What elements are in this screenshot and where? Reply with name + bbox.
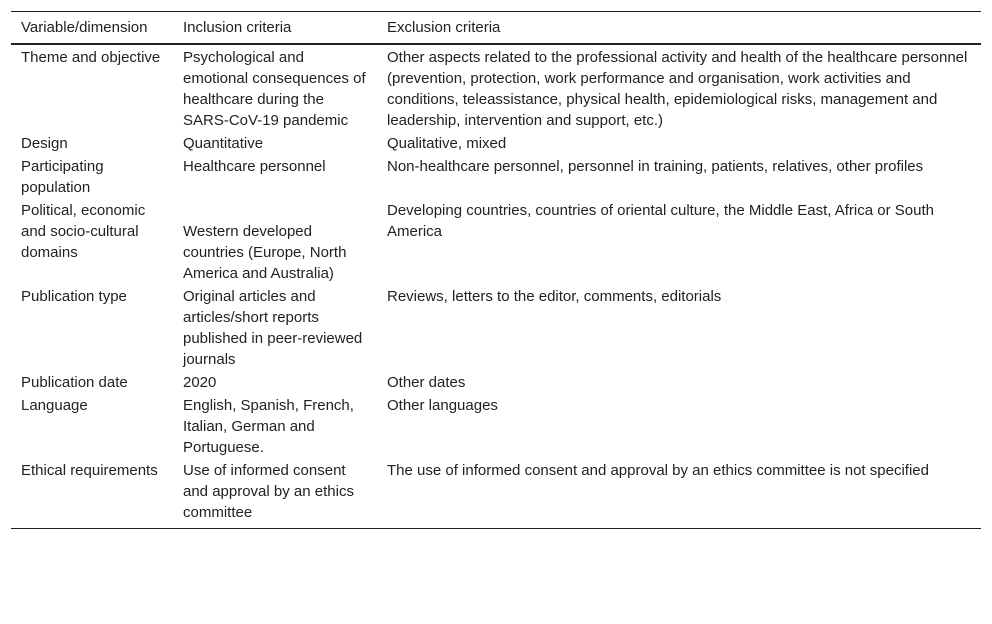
cell-inclusion: Use of informed consent and approval by an ethics committee <box>183 462 354 521</box>
table-row <box>11 155 981 199</box>
cell-variable: Ethical requirements <box>21 462 158 479</box>
cell-variable: Language <box>21 397 88 414</box>
header-row <box>11 12 981 45</box>
table-row <box>11 285 981 371</box>
cell-exclusion: Other aspects related to the professional activity and health of the healthcare personnel (prevention, protection, work performance and organisation, work activities and conditions, teleassistance, physical health, epidemiological risks, management and leadership, intervention and support, etc.) <box>387 49 968 129</box>
cell-exclusion: The use of informed consent and approval by an ethics committee is not specified <box>387 462 929 479</box>
criteria-table-container <box>11 11 981 529</box>
cell-variable: Design <box>21 135 68 152</box>
header-inclusion: Inclusion criteria <box>183 19 292 36</box>
cell-variable: Political, economic and socio-cultural domains <box>21 202 146 261</box>
cell-inclusion: Original articles and articles/short reports published in peer-reviewed journals <box>183 288 363 368</box>
cell-inclusion: Psychological and emotional consequences of healthcare during the SARS-CoV-19 pandemic <box>183 49 366 129</box>
cell-inclusion: Quantitative <box>183 135 264 152</box>
header-exclusion: Exclusion criteria <box>387 19 501 36</box>
table-row <box>11 132 981 155</box>
table-row <box>11 459 981 529</box>
cell-exclusion: Reviews, letters to the editor, comments, editorials <box>387 288 722 305</box>
criteria-table <box>11 11 981 529</box>
cell-variable: Theme and objective <box>21 49 161 66</box>
cell-inclusion: English, Spanish, French, Italian, German and Portuguese. <box>183 397 354 456</box>
cell-inclusion: Healthcare personnel <box>183 158 326 175</box>
cell-exclusion: Non-healthcare personnel, personnel in training, patients, relatives, other profiles <box>387 158 924 175</box>
table-row <box>11 44 981 132</box>
cell-exclusion: Other dates <box>387 374 466 391</box>
table-row <box>11 199 981 285</box>
table-body <box>11 44 981 529</box>
table-header <box>11 12 981 45</box>
cell-inclusion-text: Western developed countries (Europe, North America and Australia) <box>183 223 347 282</box>
cell-exclusion: Developing countries, countries of oriental culture, the Middle East, Africa or South America <box>387 202 934 240</box>
cell-inclusion: 2020 <box>183 374 217 391</box>
cell-variable: Participating population <box>21 158 104 196</box>
header-variable: Variable/dimension <box>21 19 148 36</box>
table-row <box>11 371 981 394</box>
blank-line <box>183 200 367 221</box>
cell-exclusion: Qualitative, mixed <box>387 135 507 152</box>
cell-variable: Publication date <box>21 374 128 391</box>
cell-exclusion: Other languages <box>387 397 498 414</box>
cell-variable: Publication type <box>21 288 127 305</box>
cell-inclusion <box>173 199 377 285</box>
table-row <box>11 394 981 459</box>
